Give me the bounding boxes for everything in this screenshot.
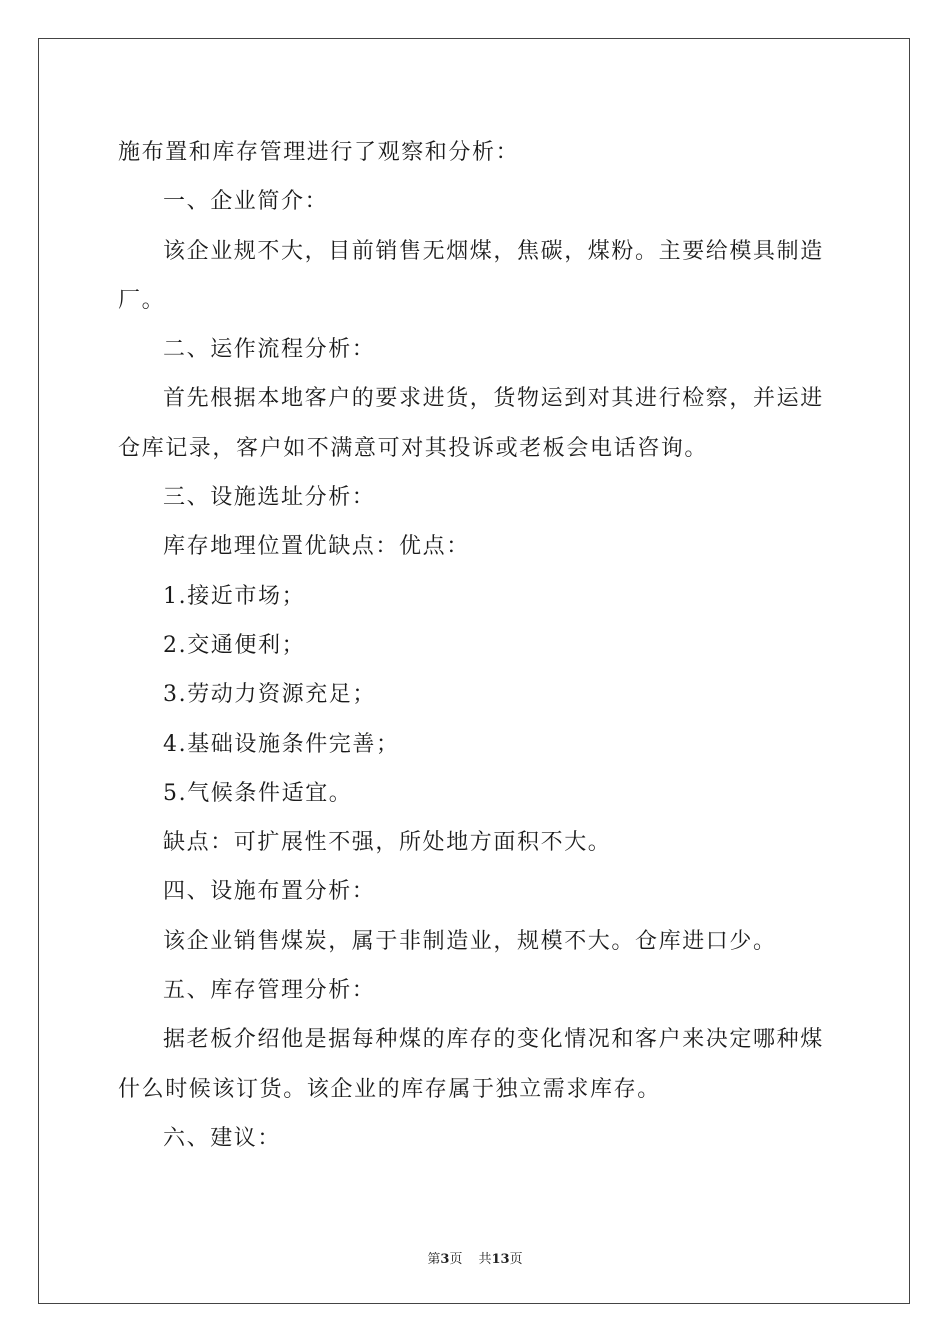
section-heading-layout: 四、设施布置分析： [163,879,376,905]
page-number-suffix: 页 [449,1252,463,1267]
list-item: 3.劳动力资源充足； [163,682,376,708]
list-item: 5.气候条件适宜。 [163,780,353,806]
total-page-count: 13 [491,1252,510,1267]
section-heading-company-intro: 一、企业简介： [163,189,329,215]
text-line: 厂。 [118,287,166,313]
list-item: 2.交通便利； [163,632,306,658]
total-pages-suffix: 页 [509,1252,523,1267]
text-line: 施布置和库存管理进行了观察和分析： [118,140,520,165]
text-line: 缺点：可扩展性不强，所处地方面积不大。 [163,830,612,856]
text-line: 据老板介绍他是据每种煤的库存的变化情况和客户来决定哪种煤 [163,1027,824,1053]
list-item: 4.基础设施条件完善； [163,731,400,757]
section-heading-suggestions: 六、建议： [163,1125,282,1151]
text-line: 该企业规不大，目前销售无烟煤，焦碳，煤粉。主要给模具制造 [163,238,824,264]
text-line: 仓库记录，客户如不满意可对其投诉或老板会电话咨询。 [118,435,709,461]
list-item: 1.接近市场； [163,583,306,609]
total-pages-prefix: 共 [478,1252,492,1267]
section-heading-site-selection: 三、设施选址分析： [163,485,376,511]
section-heading-process: 二、运作流程分析： [163,337,376,363]
current-page-number: 3 [440,1252,450,1267]
text-line: 库存地理位置优缺点：优点： [163,534,470,560]
section-heading-inventory: 五、库存管理分析： [163,978,376,1004]
document-body [118,128,838,1163]
page-number-prefix: 第 [427,1252,441,1267]
text-line: 该企业销售煤炭，属于非制造业，规模不大。仓库进口少。 [163,928,777,954]
page-footer [0,1248,950,1267]
text-line: 什么时候该订货。该企业的库存属于独立需求库存。 [118,1076,661,1102]
text-line: 首先根据本地客户的要求进货，货物运到对其进行检察，并运进 [163,386,824,412]
